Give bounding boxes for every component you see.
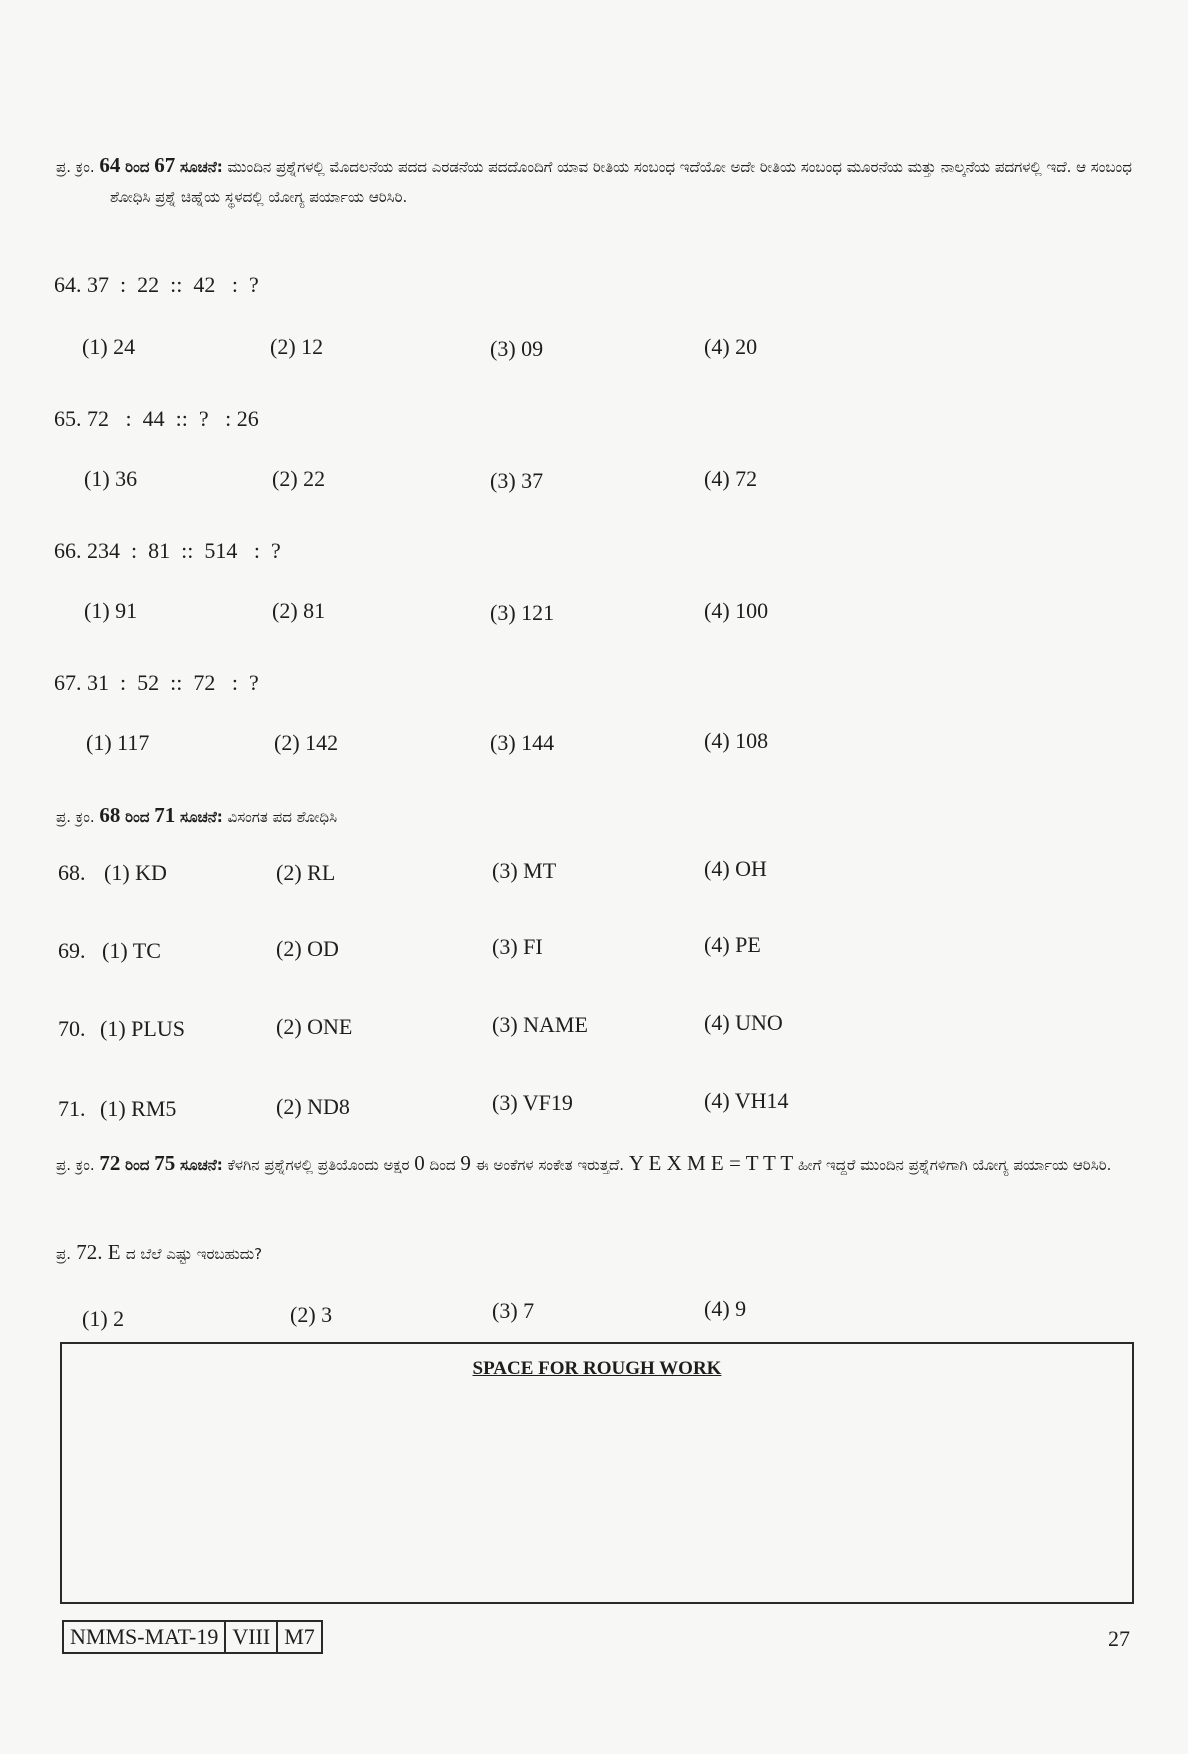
q68-option-1[interactable]: (1) KD [104, 860, 167, 885]
question-71: 71. [58, 1096, 86, 1121]
paper-set: M7 [276, 1620, 323, 1654]
question-number: 72. E [76, 1240, 121, 1264]
q70-option-3[interactable]: (3) NAME [492, 1012, 588, 1037]
q72-option-3[interactable]: (3) 7 [492, 1298, 535, 1323]
q70-option-1[interactable]: (1) PLUS [100, 1016, 185, 1041]
q64-option-3[interactable]: (3) 09 [490, 336, 544, 361]
question-67: 67. 31 : 52 :: 72 : ? [54, 670, 259, 695]
q65-option-4[interactable]: (4) 72 [704, 466, 758, 491]
instruction-range-word: ರಿಂದ [125, 808, 150, 826]
q71-option-4[interactable]: (4) VH14 [704, 1088, 789, 1113]
q72-option-4[interactable]: (4) 9 [704, 1296, 747, 1321]
q70-option-2[interactable]: (2) ONE [276, 1014, 353, 1039]
instruction-range-word: ರಿಂದ [125, 1156, 150, 1174]
instruction-text-d: ಹೀಗೆ ಇದ್ದರೆ ಮುಂದಿನ ಪ್ರಶ್ನೆಗಳಿಗಾಗಿ ಯೋಗ್ಯ ಪರ್ಯಾಯ ಆರಿಸಿರಿ. [797, 1156, 1112, 1174]
q67-option-4[interactable]: (4) 108 [704, 728, 769, 753]
q67-option-3[interactable]: (3) 144 [490, 730, 555, 755]
question-64: 64. 37 : 22 :: 42 : ? [54, 272, 259, 297]
question-72 [56, 1240, 262, 1265]
instruction-text-a: ಕೆಳಗಿನ ಪ್ರಶ್ನೆಗಳಲ್ಲಿ ಪ್ರತಿಯೊಂದು ಅಕ್ಷರ [227, 1156, 410, 1174]
instruction-text-c: ಈ ಅಂಕೆಗಳ ಸಂಕೇತ ಇರುತ್ತದೆ. [475, 1156, 625, 1174]
q71-option-3[interactable]: (3) VF19 [492, 1090, 573, 1115]
instruction-range-end: 75 [154, 1151, 176, 1175]
question-prefix: ಪ್ರ. [56, 1245, 72, 1263]
paper-code-name: NMMS-MAT-19 [62, 1620, 226, 1654]
digit-nine: 9 [460, 1151, 471, 1175]
instruction-range-end: 71 [154, 803, 176, 827]
instruction-range-start: 64 [99, 153, 121, 177]
question-69: 69. [58, 938, 86, 963]
q64-option-1[interactable]: (1) 24 [82, 334, 136, 359]
q66-option-1[interactable]: (1) 91 [84, 598, 138, 623]
instruction-text: ವಿಸಂಗತ ಪದ ಶೋಧಿಸಿ [227, 808, 338, 826]
instruction-prefix: ಪ್ರ. ಕ್ರಂ. [56, 808, 95, 826]
q67-option-1[interactable]: (1) 117 [86, 730, 150, 755]
q64-option-4[interactable]: (4) 20 [704, 334, 758, 359]
instruction-label: ಸೂಚನೆ: [180, 158, 223, 176]
page-number: 27 [1108, 1626, 1130, 1651]
q66-option-2[interactable]: (2) 81 [272, 598, 326, 623]
question-68: 68. [58, 860, 86, 885]
q68-option-3[interactable]: (3) MT [492, 858, 557, 883]
instruction-range-word: ರಿಂದ [125, 158, 150, 176]
q66-option-3[interactable]: (3) 121 [490, 600, 555, 625]
q69-option-4[interactable]: (4) PE [704, 932, 761, 957]
question-65: 65. 72 : 44 :: ? : 26 [54, 406, 259, 431]
q69-option-3[interactable]: (3) FI [492, 934, 543, 959]
q65-option-1[interactable]: (1) 36 [84, 466, 138, 491]
q66-option-4[interactable]: (4) 100 [704, 598, 769, 623]
q71-option-1[interactable]: (1) RM5 [100, 1096, 177, 1121]
paper-class: VIII [224, 1620, 278, 1654]
q69-option-2[interactable]: (2) OD [276, 936, 339, 961]
instruction-range-start: 72 [99, 1151, 121, 1175]
instruction-72-75 [56, 1148, 1136, 1180]
instruction-68-71 [56, 800, 1136, 832]
q70-option-4[interactable]: (4) UNO [704, 1010, 783, 1035]
instruction-range-start: 68 [99, 803, 121, 827]
q71-option-2[interactable]: (2) ND8 [276, 1094, 350, 1119]
q68-option-2[interactable]: (2) RL [276, 860, 336, 885]
instruction-text: ಮುಂದಿನ ಪ್ರಶ್ನೆಗಳಲ್ಲಿ ಮೊದಲನೆಯ ಪದದ ಎರಡನೆಯ ಪದದೊಂದಿಗೆ ಯಾವ ರೀತಿಯ ಸಂಬಂಧ ಇದೆಯೋ ಅದೇ ರೀತಿಯ ಸಂಬಂಧ ಮೂರನೆಯ ಮತ್ತು ನಾಲ್ಕನೆಯ ಪದಗಳಲ್ಲಿ ಇದೆ. ಆ ಸಂಬಂಧ ಶೋಧಿಸಿ ಪ್ರಶ್ನೆ ಚಿಹ್ನೆಯ ಸ್ಥಳದಲ್ಲಿ ಯೋಗ್ಯ ಪರ್ಯಾಯ ಆರಿಸಿರಿ. [110, 158, 1132, 206]
q68-option-4[interactable]: (4) OH [704, 856, 767, 881]
q72-option-1[interactable]: (1) 2 [82, 1306, 125, 1331]
instruction-text-b: ದಿಂದ [429, 1156, 456, 1174]
q67-option-2[interactable]: (2) 142 [274, 730, 339, 755]
question-70: 70. [58, 1016, 86, 1041]
q69-option-1[interactable]: (1) TC [102, 938, 161, 963]
question-66: 66. 234 : 81 :: 514 : ? [54, 538, 281, 563]
instruction-range-end: 67 [154, 153, 176, 177]
paper-code [62, 1620, 321, 1654]
q65-option-2[interactable]: (2) 22 [272, 466, 326, 491]
q72-option-2[interactable]: (2) 3 [290, 1302, 333, 1327]
instruction-prefix: ಪ್ರ. ಕ್ರಂ. [56, 1156, 95, 1174]
instruction-prefix: ಪ್ರ. ಕ್ರಂ. [56, 158, 95, 176]
digit-zero: 0 [414, 1151, 425, 1175]
instruction-label: ಸೂಚನೆ: [180, 1156, 223, 1174]
rough-work-box [60, 1342, 1134, 1604]
instruction-64-67 [56, 150, 1136, 212]
instruction-label: ಸೂಚನೆ: [180, 808, 223, 826]
q65-option-3[interactable]: (3) 37 [490, 468, 544, 493]
rough-work-title: SPACE FOR ROUGH WORK [472, 1358, 722, 1379]
q64-option-2[interactable]: (2) 12 [270, 334, 324, 359]
question-text: ದ ಬೆಲೆ ಎಷ್ಟು ಇರಬಹುದು? [125, 1245, 263, 1263]
code-equation: Y E X M E = T T T [628, 1151, 794, 1175]
